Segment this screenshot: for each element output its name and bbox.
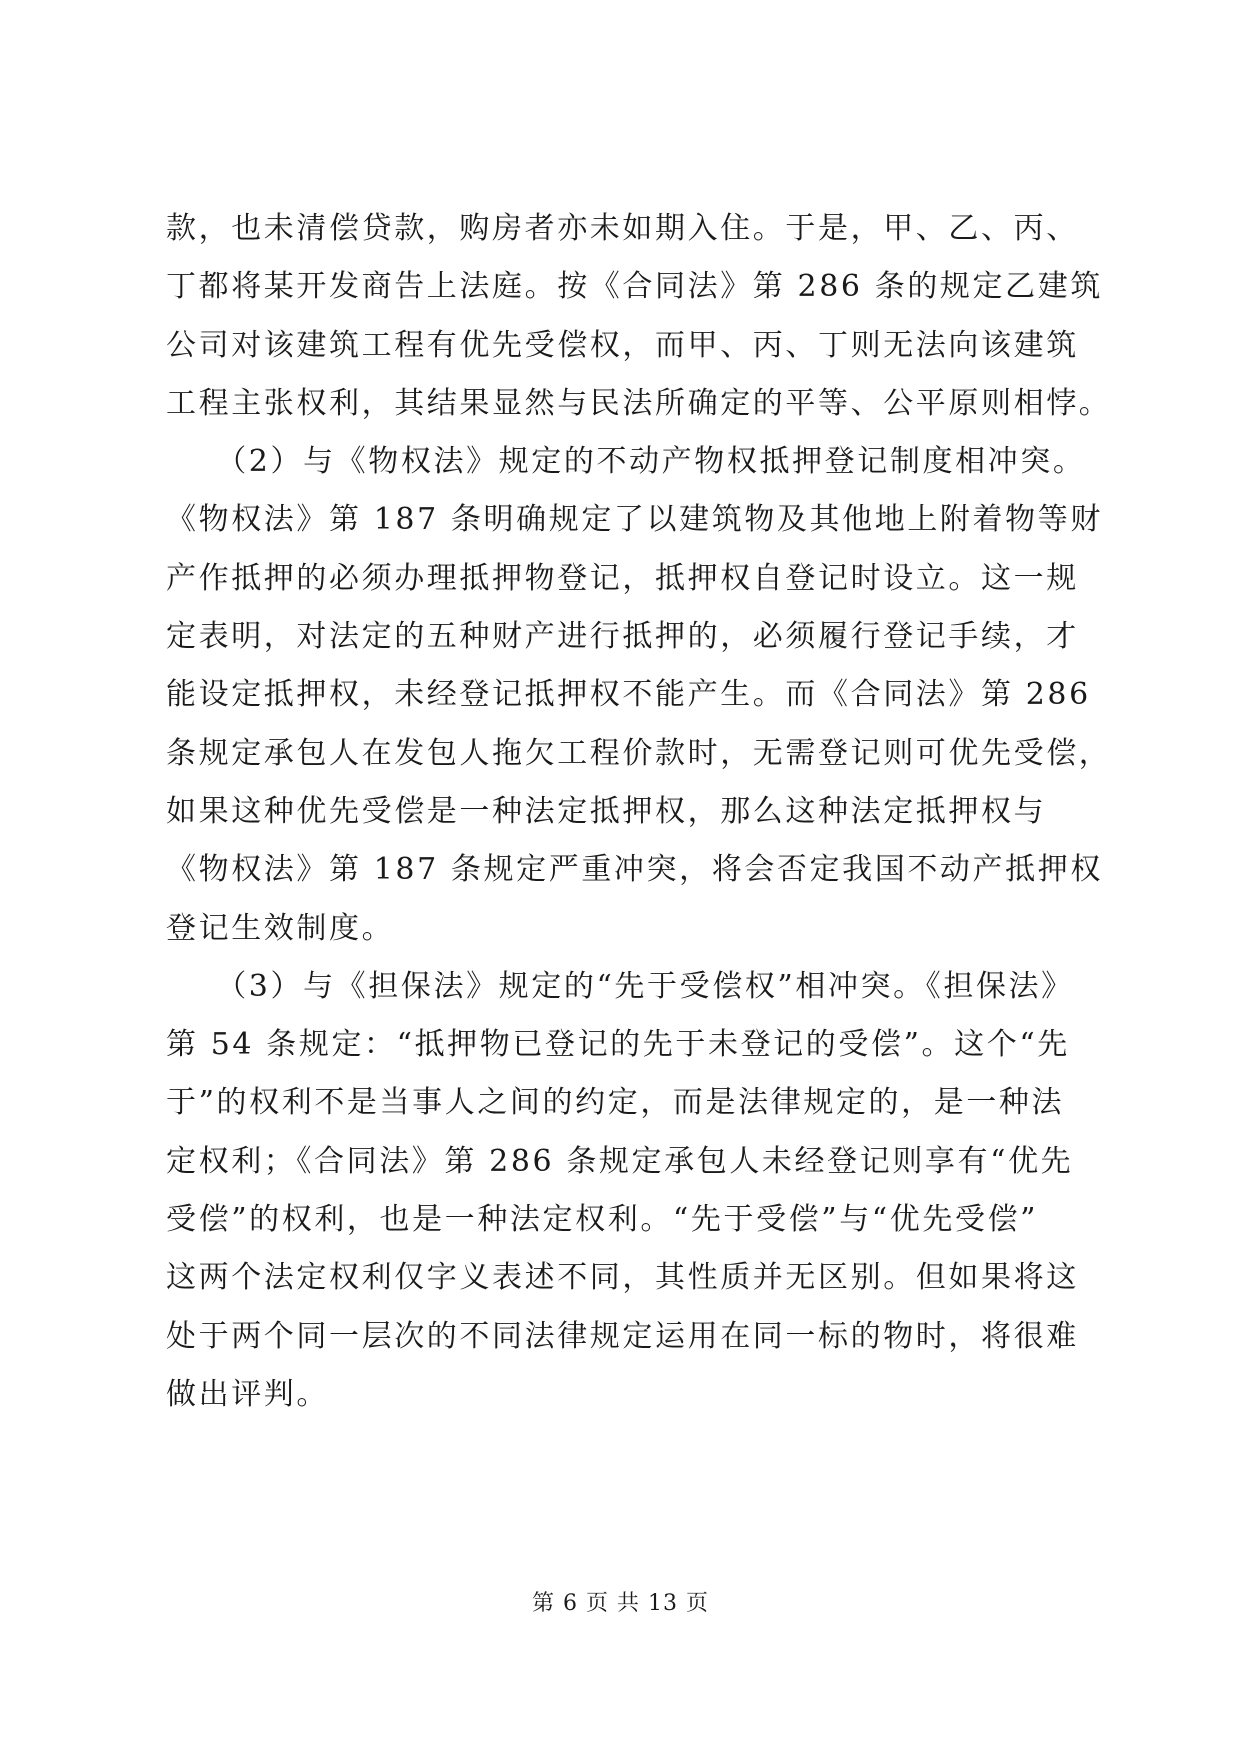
text-line: 定权利；《合同法》第 286 条规定承包人未经登记则享有“优先 <box>166 1143 1074 1179</box>
text-line: 公司对该建筑工程有优先受偿权，而甲、丙、丁则无法向该建筑 <box>166 327 1079 363</box>
text-line: 《物权法》第 187 条明确规定了以建筑物及其他地上附着物等财 <box>166 502 1103 538</box>
text-line: 受偿”的权利，也是一种法定权利。“先于受偿”与“优先受偿” <box>166 1202 1039 1238</box>
text-line: 产作抵押的必须办理抵押物登记，抵押权自登记时设立。这一规 <box>166 560 1079 596</box>
text-line: （2）与《物权法》规定的不动产物权抵押登记制度相冲突。 <box>166 444 1086 480</box>
text-line: （3）与《担保法》规定的“先于受偿权”相冲突。《担保法》 <box>166 968 1074 1004</box>
text-line: 款，也未清偿贷款，购房者亦未如期入住。于是，甲、乙、丙、 <box>166 211 1079 246</box>
text-line: 如果这种优先受偿是一种法定抵押权，那么这种法定抵押权与 <box>166 793 1047 829</box>
text-line: 处于两个同一层次的不同法律规定运用在同一标的物时，将很难 <box>166 1318 1079 1354</box>
document-body <box>166 200 1112 1424</box>
text-line: 登记生效制度。 <box>166 910 395 946</box>
text-line: 定表明，对法定的五种财产进行抵押的，必须履行登记手续，才 <box>166 619 1079 655</box>
text-line: 条规定承包人在发包人拖欠工程价款时，无需登记则可优先受偿， <box>166 735 1112 771</box>
text-line: 《物权法》第 187 条规定严重冲突，将会否定我国不动产抵押权 <box>166 852 1103 888</box>
text-line: 这两个法定权利仅字义表述不同，其性质并无区别。但如果将这 <box>166 1260 1079 1296</box>
text-line: 丁都将某开发商告上法庭。按《合同法》第 286 条的规定乙建筑 <box>166 269 1103 305</box>
text-line: 工程主张权利，其结果显然与民法所确定的平等、公平原则相悖。 <box>166 385 1112 421</box>
text-line: 做出评判。 <box>166 1376 329 1412</box>
text-line: 第 54 条规定：“抵押物已登记的先于未登记的受偿”。这个“先 <box>166 1027 1070 1063</box>
text-line: 能设定抵押权，未经登记抵押权不能产生。而《合同法》第 286 <box>166 677 1091 713</box>
page-number-footer: 第 6 页 共 13 页 <box>532 1591 709 1616</box>
text-line: 于”的权利不是当事人之间的约定，而是法律规定的，是一种法 <box>166 1085 1065 1121</box>
